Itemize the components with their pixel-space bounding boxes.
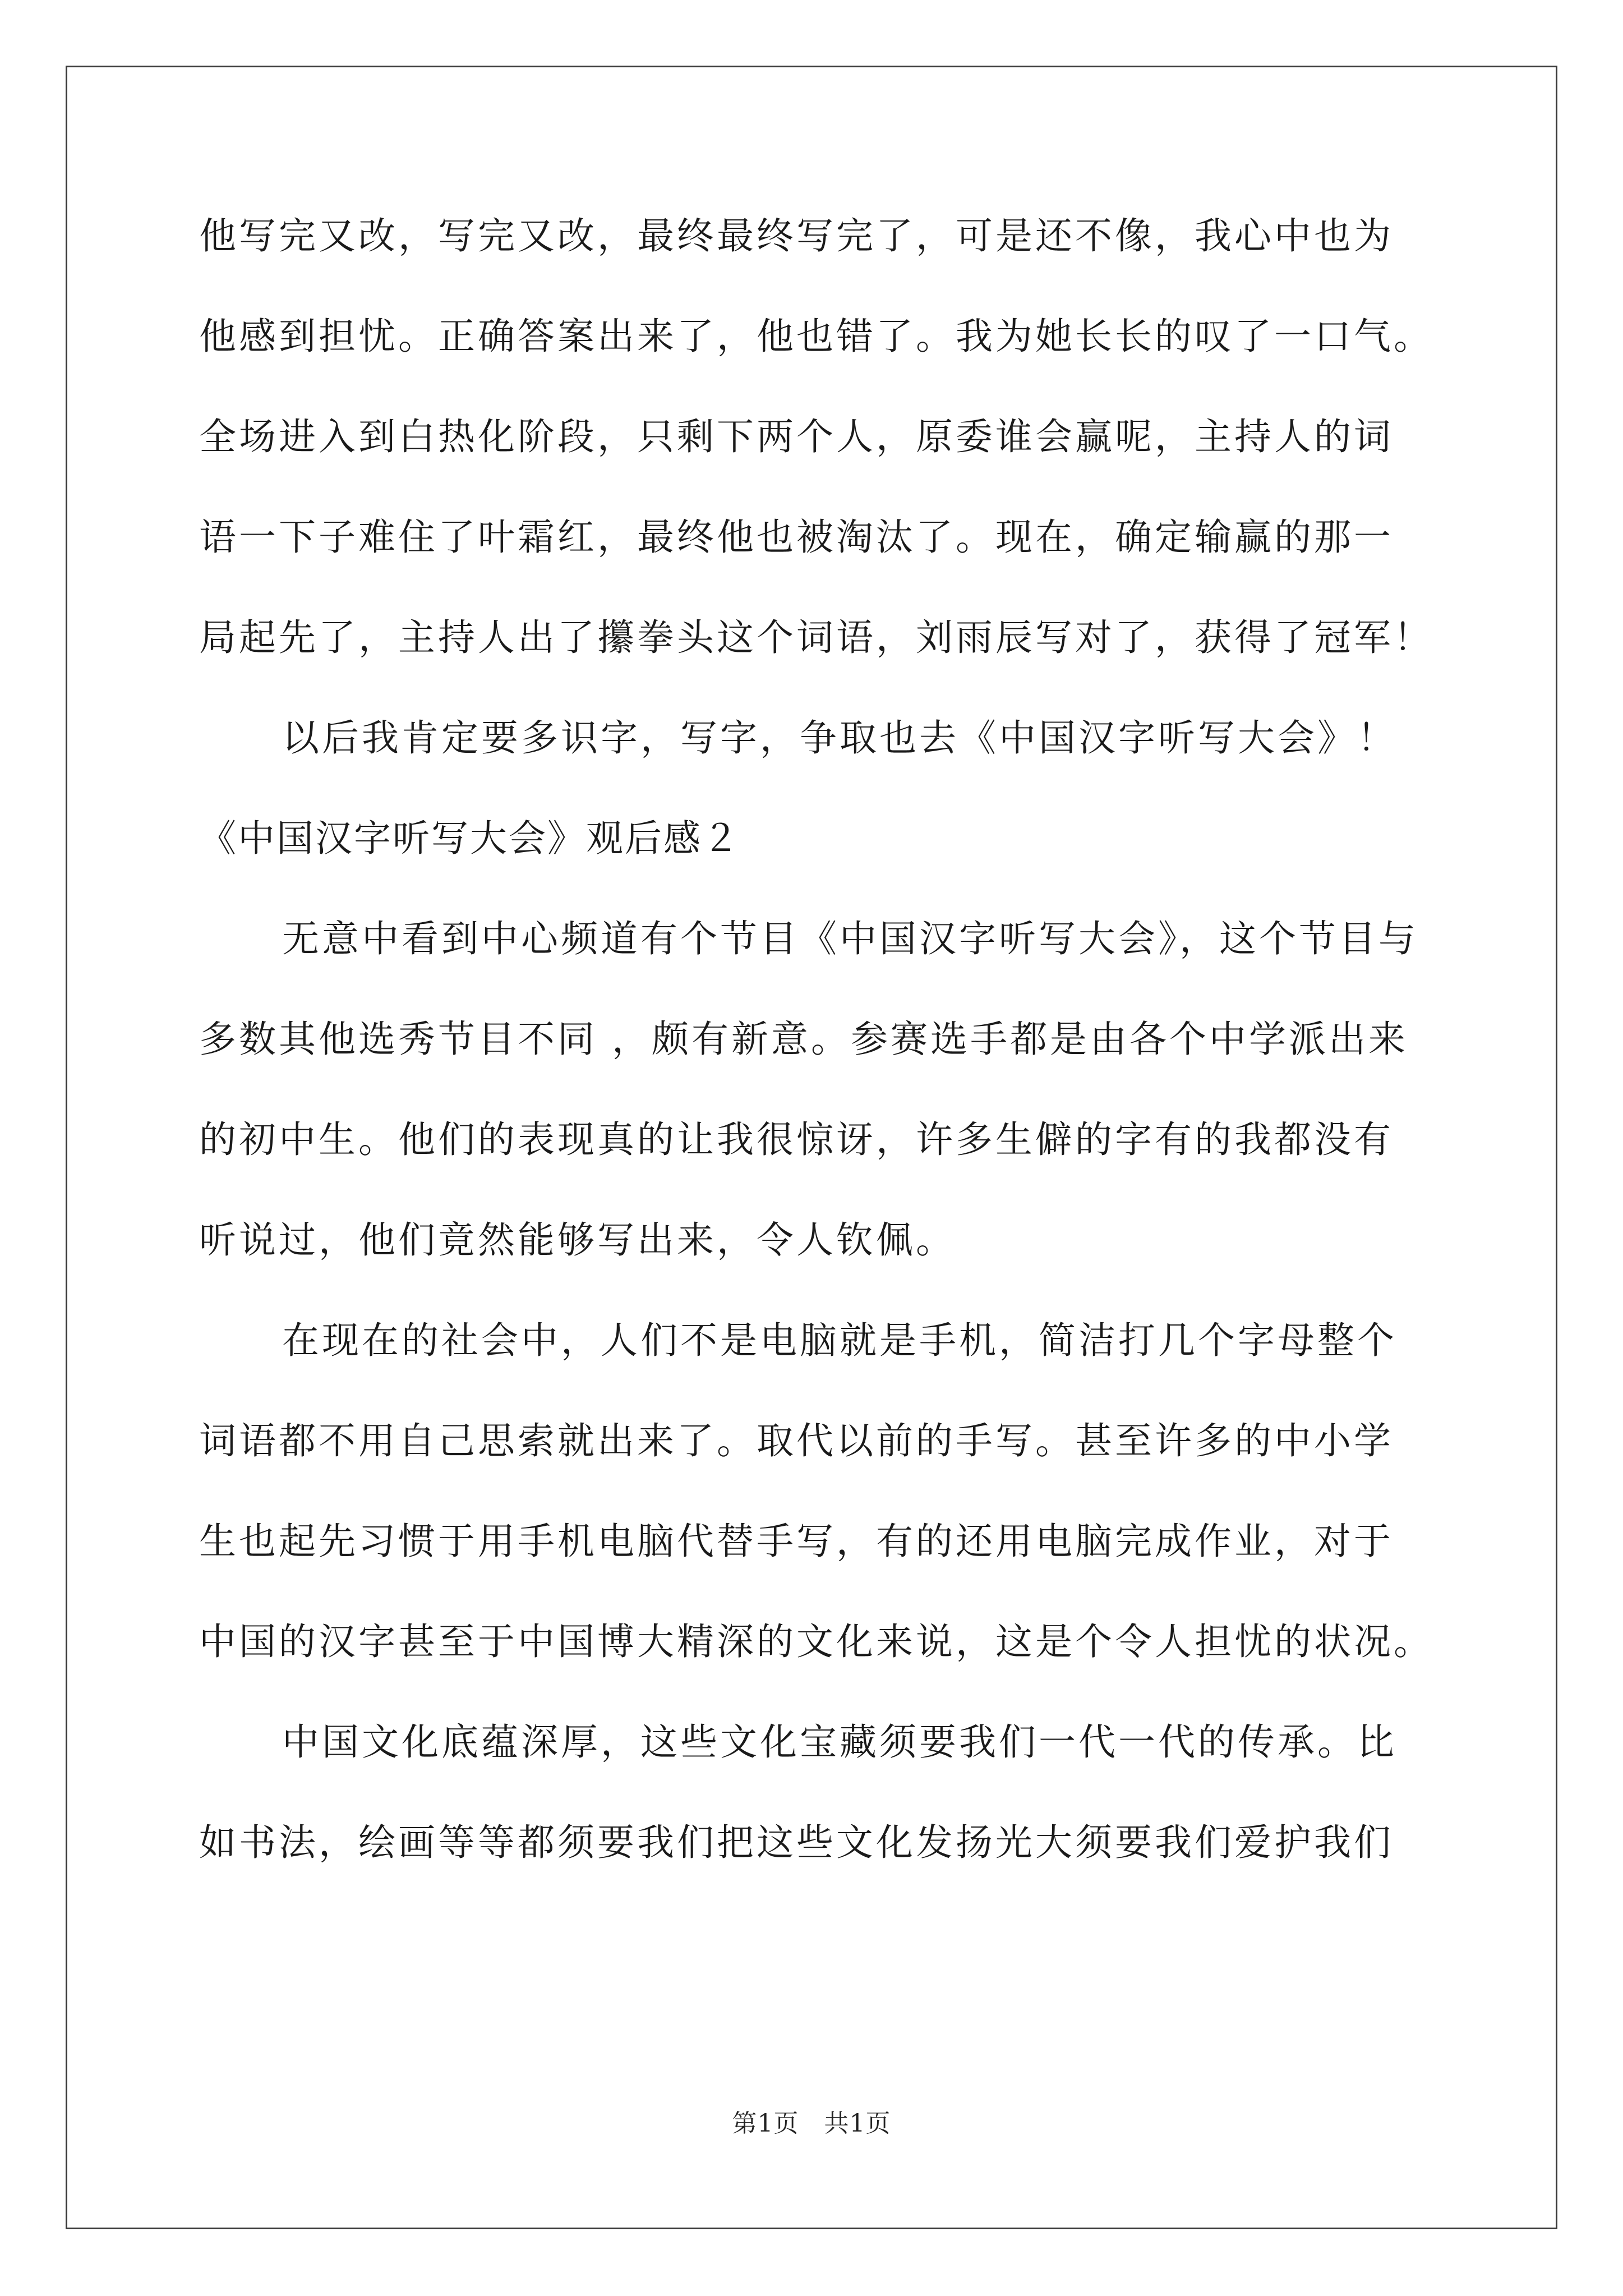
- body-line: 全场进入到白热化阶段，只剩下两个人，原委谁会赢呢，主持人的词: [199, 415, 1394, 458]
- paragraph-start-line: 无意中看到中心频道有个节目《中国汉字听写大会》，这个节目与: [282, 917, 1418, 960]
- body-line: 他写完又改，写完又改，最终最终写完了，可是还不像，我心中也为: [199, 214, 1394, 257]
- body-line: 局起先了，主持人出了攥拳头这个词语，刘雨辰写对了，获得了冠军！: [199, 616, 1433, 659]
- body-line: 中国的汉字甚至于中国博大精深的文化来说，这是个令人担忧的状况。: [199, 1620, 1433, 1663]
- body-line: 词语都不用自己思索就出来了。取代以前的手写。甚至许多的中小学: [199, 1419, 1394, 1462]
- body-line: 生也起先习惯于用手机电脑代替手写，有的还用电脑完成作业，对于: [199, 1520, 1394, 1563]
- body-line: 的初中生。他们的表现真的让我很惊讶，许多生僻的字有的我都没有: [199, 1118, 1394, 1161]
- paragraph-start-line: 在现在的社会中，人们不是电脑就是手机，简洁打几个字母整个: [282, 1319, 1397, 1362]
- body-line: 听说过，他们竟然能够写出来，令人钦佩。: [199, 1218, 956, 1262]
- body-line: 多数其他选秀节目不同 ，颇有新意。参赛选手都是由各个中学派出来: [199, 1018, 1408, 1061]
- body-line: 他感到担忧。正确答案出来了，他也错了。我为她长长的叹了一口气。: [199, 315, 1433, 358]
- paragraph-start-line: 中国文化底蕴深厚，这些文化宝藏须要我们一代一代的传承。比: [282, 1720, 1397, 1764]
- document-body: [199, 213, 1450, 1920]
- paragraph-start-line: 以后我肯定要多识字，写字，争取也去《中国汉字听写大会》！: [282, 716, 1397, 760]
- page-number-footer: 第1页 共1页: [732, 2109, 891, 2138]
- body-line: 语一下子难住了叶霜红，最终他也被淘汰了。现在，确定输赢的那一: [199, 516, 1394, 559]
- body-line: 如书法，绘画等等都须要我们把这些文化发扬光大须要我们爱护我们: [199, 1821, 1394, 1864]
- section-heading: 《中国汉字听写大会》观后感２: [199, 817, 741, 860]
